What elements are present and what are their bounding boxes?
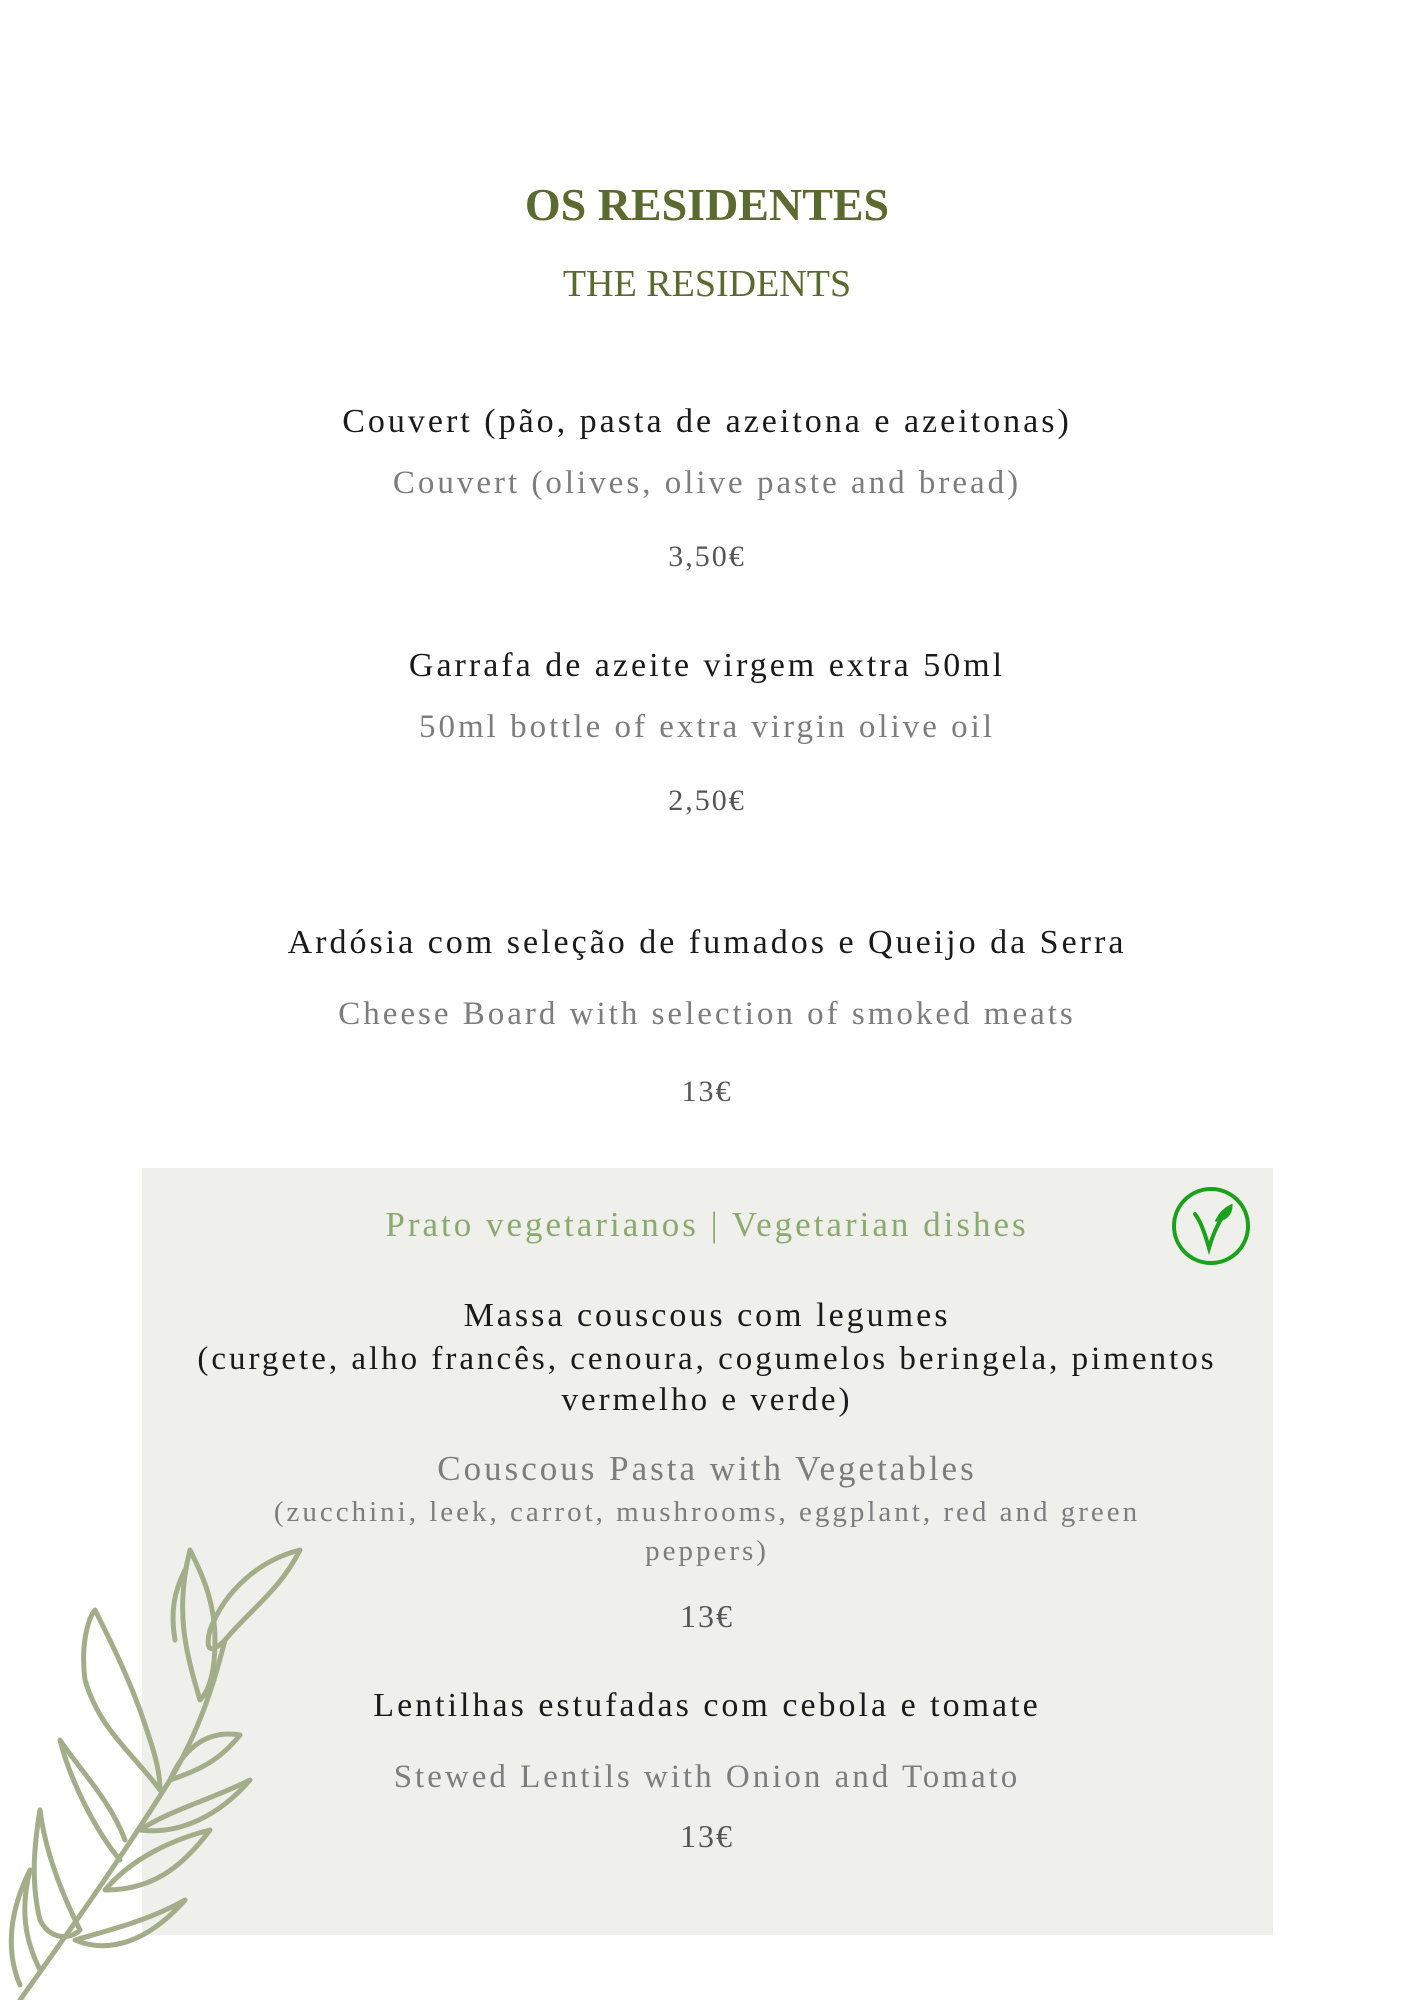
veg-item-desc-pt: vermelho e verde): [561, 1382, 853, 1418]
menu-item-name-pt: Garrafa de azeite virgem extra 50ml: [408, 647, 1006, 684]
veg-item-name-en: Couscous Pasta with Vegetables: [437, 1449, 977, 1488]
menu-item-price: 3,50€: [668, 540, 746, 573]
veg-item-desc-en: peppers): [645, 1535, 769, 1567]
vegan-v-icon: [1171, 1186, 1251, 1266]
veg-item-name-en: Stewed Lentils with Onion and Tomato: [393, 1759, 1021, 1795]
menu-item-name-pt: Couvert (pão, pasta de azeitona e azeitonas): [342, 403, 1072, 440]
section-title-pt: OS RESIDENTES: [524, 179, 890, 230]
veg-item-desc-en: (zucchini, leek, carrot, mushrooms, eggplant, red and green: [273, 1496, 1141, 1528]
veg-item-name-pt: Lentilhas estufadas com cebola e tomate: [373, 1687, 1041, 1724]
menu-item-name-en: Couvert (olives, olive paste and bread): [392, 465, 1022, 501]
menu-item-name-en: Cheese Board with selection of smoked meats: [338, 996, 1076, 1032]
veg-item-price: 13€: [680, 1598, 734, 1634]
section-title-en: THE RESIDENTS: [562, 263, 852, 305]
veg-item-price: 13€: [680, 1818, 734, 1854]
olive-branch-icon: [0, 1530, 320, 2000]
menu-item-name-en: 50ml bottle of extra virgin olive oil: [419, 709, 995, 745]
veg-item-desc-pt: (curgete, alho francês, cenoura, cogumelos beringela, pimentos: [197, 1341, 1217, 1377]
menu-item-price: 13€: [681, 1075, 733, 1108]
menu-item-price: 2,50€: [668, 784, 746, 817]
vegetarian-heading: Prato vegetarianos | Vegetarian dishes: [385, 1205, 1029, 1244]
menu-item-name-pt: Ardósia com seleção de fumados e Queijo da Serra: [287, 924, 1127, 961]
veg-item-name-pt: Massa couscous com legumes: [463, 1297, 951, 1334]
